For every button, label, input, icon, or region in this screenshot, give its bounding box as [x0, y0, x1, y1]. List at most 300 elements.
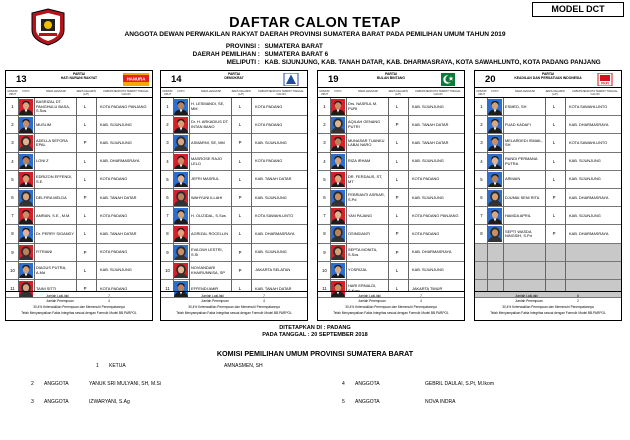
candidate-name: Dr. PERRY SIGANDY [36, 230, 74, 236]
representation-note: 30,4% Keterwakilan Perempuan dan Memenuhi Penempatannya [502, 305, 594, 309]
candidate-photo [331, 117, 345, 133]
location: DITETAPKAN DI : PADANG [279, 325, 351, 331]
candidate-gender: P [395, 231, 399, 237]
candidate-photo [174, 99, 188, 115]
male-count: 7 [263, 294, 265, 298]
candidate-photo [19, 135, 33, 151]
candidate-gender: L [238, 158, 242, 164]
candidate-residence: KOTA SAWAHLUNTO [255, 212, 294, 218]
party-name: PARTAI DEMOKRAT [224, 72, 244, 80]
candidate-gender: L [395, 176, 399, 182]
candidate-name: FITRIANI [36, 249, 53, 255]
representation-note: 30,4% Keterwakilan Perempuan dan Memenuhi Penempatannya [345, 305, 437, 309]
candidate-name: MELARDEDI ISMAIL, SH [505, 137, 543, 148]
candidate-name: Drs. NASRUL M. PURI [348, 101, 378, 111]
party-logo [278, 73, 304, 86]
male-count-label: Jumlah Laki-laki [358, 294, 381, 298]
party-number: 19 [328, 74, 339, 85]
candidate-gender: L [552, 122, 556, 128]
candidate-residence: KAB. TANAH DATAR [100, 230, 137, 236]
candidate-residence: KAB. SIJUNJUNG [412, 194, 444, 200]
column-header: KABUPATEN/KOTA TEMPAT TINGGAL CALON [103, 90, 149, 96]
candidate-number: 10 [10, 267, 15, 273]
candidate-residence: KAB. TANAH DATAR [255, 176, 292, 182]
candidate-gender: L [83, 231, 87, 237]
candidate-row [6, 244, 152, 262]
candidate-residence: KAB. TANAH DATAR [412, 139, 449, 145]
candidate-name: DR. FERDAUS, ST, MT [348, 174, 383, 184]
column-headers [6, 89, 152, 98]
candidate-name: YAN PAJANG [348, 212, 373, 218]
candidate-photo [174, 226, 188, 242]
candidate-number: 9 [11, 249, 14, 255]
candidate-row [318, 207, 464, 225]
candidate-row [318, 171, 464, 189]
candidate-gender: L [395, 140, 399, 146]
candidate-row [161, 225, 307, 243]
candidate-residence: KAB. DHARMASRAYA [569, 121, 609, 127]
candidate-gender: L [83, 158, 87, 164]
female-count-label: Jumlah Perempuan [358, 299, 386, 303]
candidate-name: ESMED, SH [505, 103, 527, 109]
candidate-row [161, 153, 307, 171]
candidate-row [161, 171, 307, 189]
column-header: NAMA LENGKAP [200, 90, 222, 93]
column-header: JENIS KELAMIN (L/P) [388, 90, 408, 96]
male-count: 6 [577, 294, 579, 298]
party-footer [318, 291, 464, 320]
candidate-photo [488, 172, 502, 188]
candidate-number: 6 [166, 195, 169, 200]
candidate-gender: P [395, 249, 399, 255]
candidate-number: 1 [11, 104, 14, 109]
candidate-gender: P [83, 195, 87, 200]
candidate-name: H. OLIZIDAL, S.Sos [191, 212, 226, 218]
column-header: NOMOR URUT [162, 90, 173, 96]
column-header: JENIS KELAMIN (L/P) [231, 90, 251, 96]
candidate-residence: KAB. SIJUNJUNG [412, 158, 444, 164]
candidate-name: Dr. H. ARKADIUS DT. INTAN BANO [191, 119, 229, 130]
candidate-number: 4 [480, 158, 483, 164]
candidate-photo [19, 245, 33, 261]
candidate-name: BASRIZAL DT. PANGHULU BASA, S.Sos [36, 98, 70, 114]
candidate-number: 3 [323, 140, 326, 146]
page-title: DAFTAR CALON TETAP [229, 15, 401, 31]
candidate-name: AMRAN, S.E., M.M. [36, 212, 71, 218]
column-header: NOMOR URUT [7, 90, 18, 96]
candidate-residence: KOTA PADANG [255, 158, 283, 164]
candidate-number: 4 [323, 158, 326, 164]
candidate-name: YOSRIZAL [348, 267, 368, 273]
candidate-residence: KOTA PADANG PANJANG [100, 103, 147, 109]
candidate-photo [331, 190, 345, 206]
candidate-gender: L [83, 176, 87, 182]
candidate-number: 6 [11, 195, 14, 200]
candidate-name: ADELLA SEFORA EPAL [36, 137, 68, 148]
candidate-photo [19, 226, 33, 242]
svg-text:HANURA: HANURA [126, 76, 146, 82]
candidate-name: HARI ERNALDI, S.Kom [348, 283, 377, 293]
column-header: NOMOR URUT [476, 90, 487, 96]
candidate-number: 1 [323, 104, 326, 109]
candidate-row [475, 98, 621, 116]
candidate-photo [488, 117, 502, 133]
candidate-residence: KAB. SIJUNJUNG [100, 121, 132, 127]
candidate-row [318, 116, 464, 134]
candidate-gender: L [238, 286, 242, 291]
candidate-name: EVA DWI LESTRI, S.Si [191, 246, 223, 257]
candidate-name: SEPTI WASDA NINGSIH, S.Pd [505, 228, 532, 239]
candidate-residence: KAB. SIJUNJUNG [569, 176, 601, 182]
candidate-residence: KOTA SAWAHLUNTO [569, 139, 608, 145]
candidate-number: 5 [480, 176, 483, 182]
svg-text:PKPI: PKPI [601, 81, 609, 86]
candidate-number: 9 [166, 249, 169, 255]
candidate-photo [331, 154, 345, 170]
candidate-residence: KOTA PADANG [100, 249, 128, 255]
candidate-residence: KOTA PADANG [100, 285, 128, 291]
party-footer [6, 291, 152, 320]
candidate-name: MASROSE RAJO LELO [191, 155, 222, 166]
candidate-row [475, 189, 621, 207]
candidate-gender: L [395, 158, 399, 164]
candidate-number: 8 [11, 231, 14, 237]
candidate-gender: L [238, 231, 242, 237]
candidate-row [6, 171, 152, 189]
commission-title: KOMISI PEMILIHAN UMUM PROVINSI SUMATERA BARAT [216, 349, 414, 358]
female-count-label: Jumlah Perempuan [46, 299, 74, 303]
candidate-residence: KOTA PADANG PANJANG [412, 212, 459, 218]
candidate-row [475, 153, 621, 171]
candidate-residence: KAB. DHARMASRAYA [569, 194, 609, 200]
candidate-gender: P [552, 195, 556, 200]
candidate-number: 11 [165, 286, 170, 291]
party-block-20 [474, 70, 622, 321]
party-block-19 [317, 70, 465, 321]
candidate-photo [174, 263, 188, 279]
integrity-note: Telah Menyampaikan Fakta Integritas sesuai dengan Formulir Model BB.PARPOL [21, 311, 137, 315]
candidate-number: 5 [166, 176, 169, 182]
candidate-gender: L [83, 122, 87, 128]
candidate-residence: JAKARTA TIMUR [412, 285, 443, 291]
candidate-name: OSINDIANTI [348, 230, 371, 236]
candidate-gender: L [395, 267, 399, 273]
candidate-number: 10 [165, 267, 170, 273]
candidate-gender: L [395, 104, 399, 109]
candidate-number: 7 [480, 213, 483, 219]
candidate-name: ARMAIN [505, 176, 521, 182]
candidate-gender: P [238, 140, 242, 146]
party-header [318, 71, 464, 88]
candidate-photo [19, 190, 33, 206]
party-block-14 [160, 70, 308, 321]
candidate-photo [174, 117, 188, 133]
candidate-name: RIZA IRHAM [348, 158, 371, 164]
candidate-name: DELFIRA MELDA [36, 194, 67, 200]
candidate-number: 3 [166, 140, 169, 146]
male-count: 7 [108, 294, 110, 298]
candidate-name: LONI Z [36, 158, 49, 164]
integrity-note: Telah Menyampaikan Fakta Integritas sesuai dengan Formulir Model BB.PARPOL [490, 311, 606, 315]
column-header: FOTO [491, 90, 499, 93]
candidate-number: 8 [480, 231, 483, 237]
candidate-row [6, 116, 152, 134]
candidate-photo [331, 99, 345, 115]
candidate-row [161, 134, 307, 152]
candidate-gender: L [395, 286, 399, 291]
candidate-name: EDRIZON EFFENDI, S.E. [36, 174, 73, 184]
candidate-number: 5 [11, 176, 14, 182]
column-header: FOTO [334, 90, 342, 93]
candidate-photo [19, 208, 33, 224]
candidate-row [475, 207, 621, 225]
candidate-gender: P [395, 122, 399, 128]
candidate-photo [331, 245, 345, 261]
candidate-row [318, 244, 464, 262]
candidate-residence: KAB. SIJUNJUNG [255, 139, 287, 145]
candidate-number: 5 [323, 176, 326, 182]
candidate-residence: KOTA PADANG [412, 176, 440, 182]
party-footer [475, 291, 621, 320]
candidate-row [318, 225, 464, 243]
candidate-photo [488, 226, 502, 242]
candidate-name: RANDI PERMANA PUTRA [505, 155, 538, 166]
candidate-residence: KAB. DHARMASRAYA [412, 249, 452, 255]
party-name: PARTAI KEADILAN DAN PERSATUAN INDONESIA [514, 72, 582, 80]
candidate-number: 2 [323, 122, 326, 128]
candidate-number: 2 [11, 122, 14, 128]
party-header [475, 71, 621, 88]
candidate-photo [488, 99, 502, 115]
candidate-number: 4 [11, 158, 14, 164]
candidate-row [161, 98, 307, 116]
candidate-gender: L [552, 158, 556, 164]
party-number: 20 [485, 74, 496, 85]
candidate-gender: L [395, 213, 399, 219]
candidate-number: 2 [480, 122, 483, 128]
candidate-gender: L [552, 176, 556, 182]
candidate-number: 7 [11, 213, 14, 219]
candidate-residence: KAB. SIJUNJUNG [255, 194, 287, 200]
column-header: KABUPATEN/KOTA TEMPAT TINGGAL CALON [572, 90, 618, 96]
candidate-number: 3 [11, 140, 14, 146]
candidate-residence: KAB. SIJUNJUNG [100, 267, 132, 273]
candidate-name: MUSLIM [36, 121, 52, 127]
representation-note: 30,4% Keterwakilan Perempuan dan Memenuhi Penempatannya [33, 305, 125, 309]
candidate-residence: KOTA PADANG [255, 103, 283, 109]
candidate-name: AQILAH GENANG PUTRI [348, 119, 381, 130]
column-header: NAMA LENGKAP [45, 90, 67, 93]
candidate-residence: KOTA PADANG [255, 121, 283, 127]
candidate-name: EFFENDI AMIR [191, 285, 219, 291]
candidate-residence: KAB. SIJUNJUNG [412, 267, 444, 273]
candidate-photo [19, 154, 33, 170]
candidate-photo [488, 190, 502, 206]
candidate-row [318, 134, 464, 152]
candidate-number: 7 [166, 213, 169, 219]
candidate-photo [174, 208, 188, 224]
column-headers [318, 89, 464, 98]
date: PADA TANGGAL : 20 SEPTEMBER 2018 [262, 332, 368, 338]
candidate-number: 8 [323, 231, 326, 237]
candidate-gender: L [552, 104, 556, 109]
candidate-number: 1 [480, 104, 483, 109]
candidate-row [475, 116, 621, 134]
candidate-row [161, 244, 307, 262]
candidate-photo [331, 263, 345, 279]
meta-electoral-district: DAERAH PEMILIHAN : SUMATERA BARAT 6 [192, 51, 329, 58]
female-count: 2 [577, 299, 579, 303]
party-number: 14 [171, 74, 182, 85]
page-subtitle: ANGGOTA DEWAN PERWAKILAN RAKYAT DAERAH PROVINSI SUMATERA BARAT PADA PEMILIHAN UMUM TAHUN 2019 [124, 31, 506, 38]
candidate-photo [488, 208, 502, 224]
candidate-row [318, 262, 464, 280]
candidate-residence: KAB. DHARMASRAYA [100, 158, 140, 164]
candidate-row [6, 262, 152, 280]
candidate-gender: P [238, 195, 242, 200]
candidate-residence: KAB. TANAH DATAR [100, 194, 137, 200]
candidate-photo [174, 245, 188, 261]
candidate-photo [19, 263, 33, 279]
party-number: 13 [16, 74, 27, 85]
candidate-gender: L [238, 176, 242, 182]
column-header: NAMA LENGKAP [357, 90, 379, 93]
candidate-name: MUNASAR TUANKU LABAI NARO [348, 137, 385, 148]
candidate-name: HAMDA APRIL [505, 212, 531, 218]
model-badge: MODEL DCT [532, 2, 624, 17]
candidate-name: TAINI SITTI [36, 285, 57, 291]
candidate-gender: L [238, 213, 242, 219]
candidate-name: AGRIZAL ROCELLIN [191, 230, 229, 236]
candidate-row [6, 134, 152, 152]
candidate-row [161, 262, 307, 280]
female-count: 4 [420, 299, 422, 303]
candidate-photo [331, 208, 345, 224]
column-header: NAMA LENGKAP [514, 90, 536, 93]
column-header: JENIS KELAMIN (L/P) [545, 90, 565, 96]
meta-coverage: MELIPUTI : KAB. SIJUNJUNG, KAB. TANAH DATAR, KAB. DHARMASRAYA, KOTA SAWAHLUNTO, KOTA PADANG PANJANG [226, 59, 601, 66]
candidate-row [6, 225, 152, 243]
candidate-number: 1 [166, 104, 169, 109]
candidate-name: WAHYUNI ILLAHI [191, 194, 223, 200]
candidate-gender: L [238, 104, 242, 109]
column-header: JENIS KELAMIN (L/P) [76, 90, 96, 96]
integrity-note: Telah Menyampaikan Fakta Integritas sesuai dengan Formulir Model BB.PARPOL [333, 311, 449, 315]
candidate-photo [331, 226, 345, 242]
candidate-gender: P [395, 195, 399, 200]
candidate-photo [174, 172, 188, 188]
candidate-name: H. LESMANDI, SE, MM [191, 101, 225, 111]
candidate-gender: P [83, 249, 87, 255]
candidate-gender: L [83, 104, 87, 109]
party-header [6, 71, 152, 88]
candidate-name: JEFRI MASRUL [191, 176, 220, 182]
candidate-number: 8 [166, 231, 169, 237]
meta-province: PROVINSI : SUMATERA BARAT [225, 43, 323, 50]
candidate-photo [19, 117, 33, 133]
column-headers [475, 89, 621, 98]
female-count-label: Jumlah Perempuan [201, 299, 229, 303]
candidate-row [161, 189, 307, 207]
candidate-residence: KOTA PADANG [412, 230, 440, 236]
candidate-name: NOVIANDARI KHAIRUNNISA, SP [191, 265, 225, 275]
candidate-number: 9 [323, 249, 326, 255]
column-header: FOTO [177, 90, 185, 93]
candidate-row [318, 153, 464, 171]
candidate-row [475, 171, 621, 189]
candidate-row [475, 134, 621, 152]
candidate-name: ASMARNI, SE, MM [191, 139, 225, 145]
candidate-name: DJUMAI SENI RITA [505, 194, 540, 200]
column-header: FOTO [22, 90, 30, 93]
party-header [161, 71, 307, 88]
candidate-residence: KAB. TANAH DATAR [412, 121, 449, 127]
candidate-row [6, 189, 152, 207]
column-header: KABUPATEN/KOTA TEMPAT TINGGAL CALON [258, 90, 304, 96]
female-count: 4 [108, 299, 110, 303]
candidate-name: FUAD KADAFI [505, 121, 531, 127]
male-count-label: Jumlah Laki-laki [201, 294, 224, 298]
candidate-residence: KAB. TANAH DATAR [255, 285, 292, 291]
female-count-label: Jumlah Perempuan [515, 299, 543, 303]
party-block-13 [5, 70, 153, 321]
party-logo [123, 73, 149, 86]
male-count-label: Jumlah Laki-laki [515, 294, 538, 298]
candidate-gender: L [83, 213, 87, 219]
candidate-photo [19, 99, 33, 115]
candidate-row [6, 153, 152, 171]
candidate-photo [174, 135, 188, 151]
candidate-residence: JAKARTA SELATAN [255, 267, 291, 273]
column-headers [161, 89, 307, 98]
candidate-residence: KAB. SIJUNJUNG [100, 139, 132, 145]
party-footer [161, 291, 307, 320]
male-count-label: Jumlah Laki-laki [46, 294, 69, 298]
candidate-gender: P [83, 140, 87, 146]
candidate-number: 10 [322, 267, 327, 273]
candidate-number: 4 [166, 158, 169, 164]
candidate-residence: KOTA SAWAHLUNTO [569, 103, 608, 109]
column-header: NOMOR URUT [319, 90, 330, 96]
candidate-number: 2 [166, 122, 169, 128]
candidate-photo [174, 154, 188, 170]
candidate-number: 6 [480, 195, 483, 200]
candidate-row [6, 207, 152, 225]
male-count: 7 [420, 294, 422, 298]
empty-row [475, 262, 621, 280]
candidate-row [161, 116, 307, 134]
candidate-photo [174, 190, 188, 206]
candidate-gender: L [552, 213, 556, 219]
candidate-row [318, 189, 464, 207]
candidate-gender: P [83, 286, 87, 291]
female-count: 4 [263, 299, 265, 303]
party-logo [592, 73, 618, 86]
representation-note: 30,4% Keterwakilan Perempuan dan Memenuhi Penempatannya [188, 305, 280, 309]
candidate-row [161, 207, 307, 225]
candidate-residence: KAB. SIJUNJUNG [255, 249, 287, 255]
candidate-row [475, 225, 621, 243]
candidate-number: 11 [10, 286, 15, 291]
empty-row [475, 244, 621, 262]
candidate-photo [19, 172, 33, 188]
candidate-photo [331, 135, 345, 151]
candidate-residence: KAB. SIJUNJUNG [569, 212, 601, 218]
candidate-photo [488, 135, 502, 151]
candidate-number: 11 [322, 286, 327, 291]
candidate-gender: P [552, 231, 556, 237]
candidate-gender: L [83, 267, 87, 273]
